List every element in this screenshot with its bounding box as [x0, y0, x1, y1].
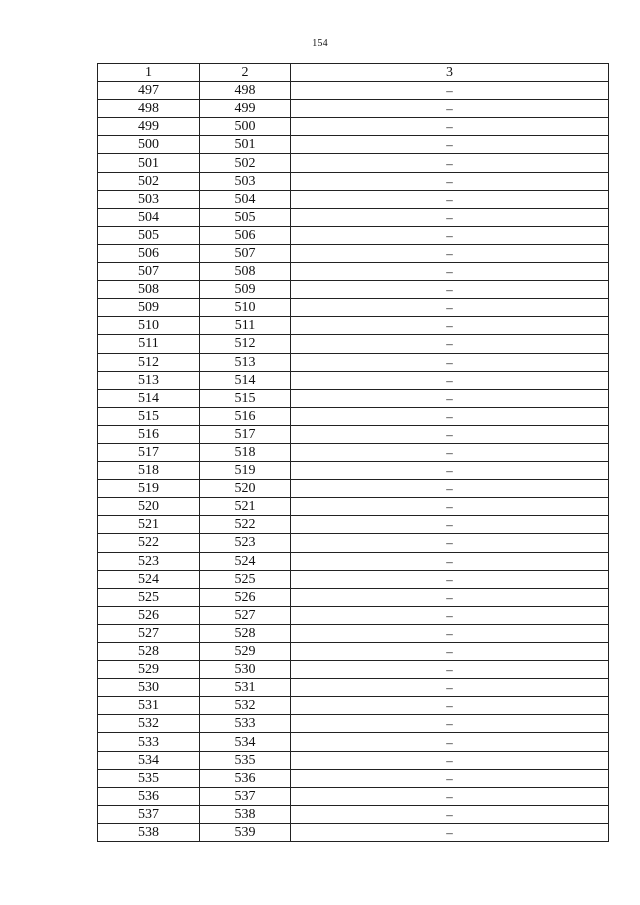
cell-col-1: 525 [98, 588, 200, 606]
cell-col-3: – [291, 136, 609, 154]
cell-col-2: 535 [200, 751, 291, 769]
cell-col-2: 538 [200, 805, 291, 823]
table-row [98, 661, 609, 679]
cell-col-3: – [291, 733, 609, 751]
cell-col-1: 505 [98, 226, 200, 244]
cell-col-1: 534 [98, 751, 200, 769]
table-row [98, 643, 609, 661]
cell-col-1: 529 [98, 661, 200, 679]
cell-col-2: 532 [200, 697, 291, 715]
cell-col-2: 522 [200, 516, 291, 534]
cell-col-1: 503 [98, 190, 200, 208]
table-row [98, 208, 609, 226]
table-row [98, 480, 609, 498]
cell-col-2: 520 [200, 480, 291, 498]
cell-col-1: 524 [98, 570, 200, 588]
cell-col-3: – [291, 244, 609, 262]
cell-col-1: 510 [98, 317, 200, 335]
cell-col-3: – [291, 100, 609, 118]
cell-col-3: – [291, 172, 609, 190]
cell-col-3: – [291, 480, 609, 498]
cell-col-2: 512 [200, 335, 291, 353]
cell-col-1: 533 [98, 733, 200, 751]
cell-col-1: 531 [98, 697, 200, 715]
column-header-3: 3 [291, 64, 609, 82]
cell-col-3: – [291, 353, 609, 371]
cell-col-2: 525 [200, 570, 291, 588]
cell-col-2: 502 [200, 154, 291, 172]
cell-col-3: – [291, 154, 609, 172]
cell-col-1: 502 [98, 172, 200, 190]
cell-col-1: 497 [98, 82, 200, 100]
cell-col-3: – [291, 407, 609, 425]
cell-col-1: 504 [98, 208, 200, 226]
table-row [98, 154, 609, 172]
cell-col-2: 537 [200, 787, 291, 805]
table-row [98, 697, 609, 715]
table-row [98, 462, 609, 480]
cell-col-2: 528 [200, 624, 291, 642]
cell-col-2: 510 [200, 299, 291, 317]
cell-col-3: – [291, 389, 609, 407]
column-header-2: 2 [200, 64, 291, 82]
cell-col-3: – [291, 588, 609, 606]
cell-col-3: – [291, 335, 609, 353]
cell-col-3: – [291, 570, 609, 588]
cell-col-1: 499 [98, 118, 200, 136]
table-row [98, 172, 609, 190]
cell-col-2: 529 [200, 643, 291, 661]
table-row [98, 516, 609, 534]
cell-col-3: – [291, 118, 609, 136]
cell-col-3: – [291, 534, 609, 552]
table-row [98, 389, 609, 407]
cell-col-2: 518 [200, 443, 291, 461]
table-row [98, 443, 609, 461]
table-row [98, 534, 609, 552]
cell-col-1: 536 [98, 787, 200, 805]
cell-col-3: – [291, 624, 609, 642]
cell-col-3: – [291, 462, 609, 480]
cell-col-2: 501 [200, 136, 291, 154]
cell-col-2: 539 [200, 823, 291, 841]
table-row [98, 281, 609, 299]
cell-col-2: 508 [200, 263, 291, 281]
table-header [98, 64, 609, 82]
cell-col-3: – [291, 371, 609, 389]
table-row [98, 100, 609, 118]
cell-col-3: – [291, 805, 609, 823]
cell-col-3: – [291, 751, 609, 769]
cell-col-1: 501 [98, 154, 200, 172]
table-row [98, 82, 609, 100]
cell-col-1: 498 [98, 100, 200, 118]
table-row [98, 552, 609, 570]
cell-col-3: – [291, 443, 609, 461]
table-row [98, 679, 609, 697]
cell-col-2: 505 [200, 208, 291, 226]
cell-col-1: 520 [98, 498, 200, 516]
cell-col-1: 528 [98, 643, 200, 661]
cell-col-3: – [291, 299, 609, 317]
cell-col-3: – [291, 208, 609, 226]
table-row [98, 335, 609, 353]
table-row [98, 733, 609, 751]
cell-col-1: 521 [98, 516, 200, 534]
cell-col-1: 507 [98, 263, 200, 281]
cell-col-3: – [291, 643, 609, 661]
cell-col-3: – [291, 697, 609, 715]
table-row [98, 498, 609, 516]
table-row [98, 226, 609, 244]
cell-col-1: 515 [98, 407, 200, 425]
cell-col-1: 527 [98, 624, 200, 642]
cell-col-1: 535 [98, 769, 200, 787]
cell-col-3: – [291, 661, 609, 679]
table-row [98, 244, 609, 262]
table-body [98, 82, 609, 842]
cell-col-1: 537 [98, 805, 200, 823]
cell-col-2: 523 [200, 534, 291, 552]
cell-col-2: 509 [200, 281, 291, 299]
cell-col-1: 511 [98, 335, 200, 353]
cell-col-1: 523 [98, 552, 200, 570]
cell-col-2: 506 [200, 226, 291, 244]
cell-col-3: – [291, 715, 609, 733]
cell-col-1: 532 [98, 715, 200, 733]
table-row [98, 787, 609, 805]
cell-col-1: 526 [98, 606, 200, 624]
cell-col-2: 504 [200, 190, 291, 208]
cell-col-2: 499 [200, 100, 291, 118]
cell-col-2: 531 [200, 679, 291, 697]
table-row [98, 570, 609, 588]
cell-col-1: 516 [98, 425, 200, 443]
table-row [98, 715, 609, 733]
data-table [97, 63, 609, 842]
cell-col-3: – [291, 263, 609, 281]
cell-col-2: 536 [200, 769, 291, 787]
table-row [98, 190, 609, 208]
cell-col-2: 530 [200, 661, 291, 679]
cell-col-2: 507 [200, 244, 291, 262]
cell-col-2: 500 [200, 118, 291, 136]
cell-col-1: 514 [98, 389, 200, 407]
table-row [98, 751, 609, 769]
page-number: 154 [312, 38, 328, 49]
table-row [98, 425, 609, 443]
cell-col-2: 514 [200, 371, 291, 389]
cell-col-1: 508 [98, 281, 200, 299]
cell-col-3: – [291, 823, 609, 841]
column-header-1: 1 [98, 64, 200, 82]
cell-col-2: 534 [200, 733, 291, 751]
table-row [98, 606, 609, 624]
cell-col-3: – [291, 552, 609, 570]
cell-col-2: 503 [200, 172, 291, 190]
header-row [98, 64, 609, 82]
cell-col-2: 517 [200, 425, 291, 443]
cell-col-2: 526 [200, 588, 291, 606]
cell-col-2: 516 [200, 407, 291, 425]
cell-col-2: 515 [200, 389, 291, 407]
cell-col-1: 500 [98, 136, 200, 154]
cell-col-1: 509 [98, 299, 200, 317]
table-row [98, 371, 609, 389]
cell-col-3: – [291, 82, 609, 100]
cell-col-1: 519 [98, 480, 200, 498]
cell-col-1: 522 [98, 534, 200, 552]
table-row [98, 317, 609, 335]
cell-col-2: 511 [200, 317, 291, 335]
table-row [98, 805, 609, 823]
cell-col-1: 506 [98, 244, 200, 262]
cell-col-1: 517 [98, 443, 200, 461]
cell-col-3: – [291, 317, 609, 335]
table-row [98, 263, 609, 281]
cell-col-3: – [291, 226, 609, 244]
cell-col-2: 527 [200, 606, 291, 624]
table-row [98, 118, 609, 136]
cell-col-3: – [291, 190, 609, 208]
cell-col-2: 513 [200, 353, 291, 371]
cell-col-1: 538 [98, 823, 200, 841]
cell-col-2: 498 [200, 82, 291, 100]
cell-col-3: – [291, 769, 609, 787]
cell-col-1: 513 [98, 371, 200, 389]
table-row [98, 353, 609, 371]
table-row [98, 299, 609, 317]
cell-col-3: – [291, 679, 609, 697]
cell-col-2: 524 [200, 552, 291, 570]
table-row [98, 823, 609, 841]
cell-col-3: – [291, 606, 609, 624]
table-row [98, 407, 609, 425]
cell-col-1: 518 [98, 462, 200, 480]
cell-col-3: – [291, 516, 609, 534]
cell-col-2: 519 [200, 462, 291, 480]
cell-col-3: – [291, 787, 609, 805]
cell-col-3: – [291, 281, 609, 299]
cell-col-1: 530 [98, 679, 200, 697]
table-row [98, 136, 609, 154]
cell-col-2: 533 [200, 715, 291, 733]
table-row [98, 769, 609, 787]
table-row [98, 624, 609, 642]
cell-col-3: – [291, 498, 609, 516]
cell-col-1: 512 [98, 353, 200, 371]
table-row [98, 588, 609, 606]
cell-col-3: – [291, 425, 609, 443]
cell-col-2: 521 [200, 498, 291, 516]
